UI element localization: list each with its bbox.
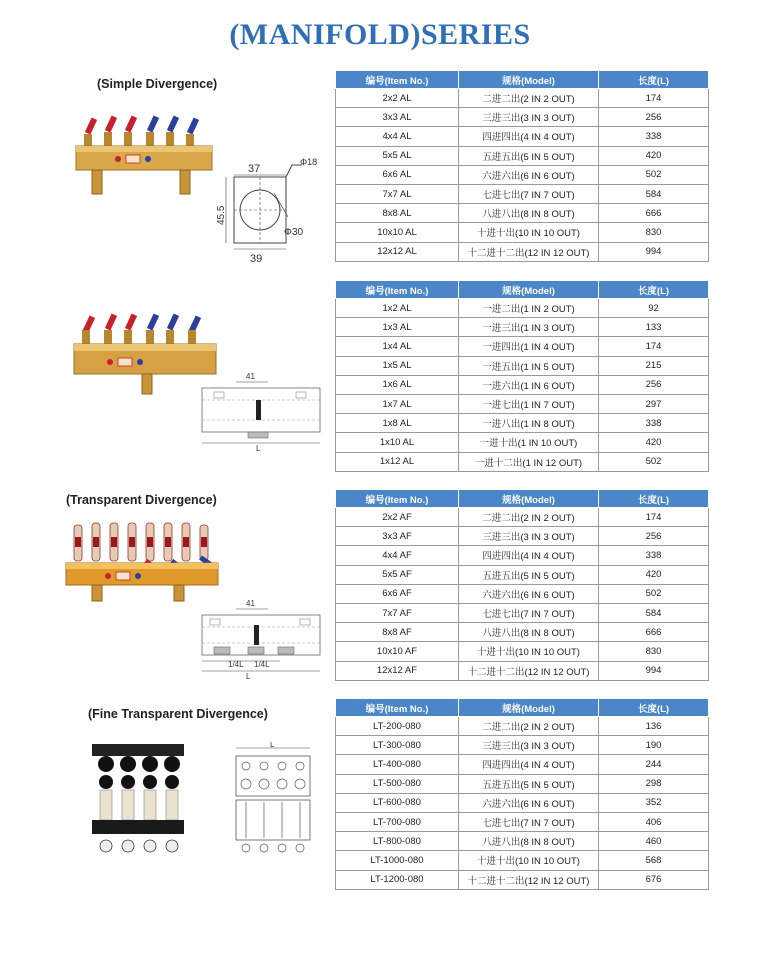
page-title: (MANIFOLD)SERIES bbox=[229, 18, 531, 51]
cell-model: 一进八出(1 IN 8 OUT) bbox=[459, 414, 599, 433]
cell-item-no: LT-1200-080 bbox=[336, 870, 459, 889]
header-model: 规格(Model) bbox=[459, 490, 599, 508]
cell-item-no: 7x7 AL bbox=[336, 184, 459, 203]
header-item-no: 编号(Item No.) bbox=[336, 699, 459, 717]
dim-41: 41 bbox=[246, 372, 255, 381]
cell-length: 460 bbox=[599, 832, 709, 851]
cell-item-no: 7x7 AF bbox=[336, 603, 459, 622]
product-photo-transparent-manifold bbox=[64, 515, 224, 607]
cell-length: 420 bbox=[599, 433, 709, 452]
cell-length: 502 bbox=[599, 452, 709, 471]
table-row bbox=[336, 603, 709, 622]
table-row bbox=[336, 375, 709, 394]
dim-quarter-1: 1/4L bbox=[228, 660, 244, 669]
cell-model: 一进六出(1 IN 6 OUT) bbox=[459, 375, 599, 394]
cell-item-no: 1x2 AL bbox=[336, 299, 459, 318]
cell-model: 六进六出(6 IN 6 OUT) bbox=[459, 793, 599, 812]
cell-item-no: 1x7 AL bbox=[336, 394, 459, 413]
cell-model: 五进五出(5 IN 5 OUT) bbox=[459, 146, 599, 165]
cell-model: 十进十出(10 IN 10 OUT) bbox=[459, 223, 599, 242]
table-row bbox=[336, 832, 709, 851]
cell-model: 二进二出(2 IN 2 OUT) bbox=[459, 717, 599, 736]
header-model: 规格(Model) bbox=[459, 71, 599, 89]
cell-model: 一进三出(1 IN 3 OUT) bbox=[459, 318, 599, 337]
cell-length: 352 bbox=[599, 793, 709, 812]
cell-item-no: LT-400-080 bbox=[336, 755, 459, 774]
dim-length: L bbox=[256, 444, 261, 452]
cell-length: 297 bbox=[599, 394, 709, 413]
cell-length: 190 bbox=[599, 736, 709, 755]
cell-model: 七进七出(7 IN 7 OUT) bbox=[459, 812, 599, 831]
cell-model: 七进七出(7 IN 7 OUT) bbox=[459, 184, 599, 203]
cell-item-no: 8x8 AF bbox=[336, 623, 459, 642]
cell-model: 六进六出(6 IN 6 OUT) bbox=[459, 165, 599, 184]
cell-model: 十二进十二出(12 IN 12 OUT) bbox=[459, 870, 599, 889]
cell-length: 666 bbox=[599, 623, 709, 642]
cell-length: 994 bbox=[599, 242, 709, 261]
cell-length: 256 bbox=[599, 375, 709, 394]
cell-length: 568 bbox=[599, 851, 709, 870]
table-row bbox=[336, 870, 709, 889]
table-row bbox=[336, 337, 709, 356]
cell-item-no: 1x8 AL bbox=[336, 414, 459, 433]
cell-item-no: LT-500-080 bbox=[336, 774, 459, 793]
dim-length: L bbox=[246, 672, 251, 679]
cell-item-no: 4x4 AF bbox=[336, 546, 459, 565]
cell-length: 584 bbox=[599, 603, 709, 622]
dimension-drawing-transparent bbox=[196, 597, 326, 679]
table-row bbox=[336, 165, 709, 184]
spec-table-simple bbox=[335, 70, 709, 262]
dim-width-bottom: 39 bbox=[250, 253, 263, 265]
table-row bbox=[336, 127, 709, 146]
cell-item-no: 1x4 AL bbox=[336, 337, 459, 356]
cell-length: 406 bbox=[599, 812, 709, 831]
section-label-transparent: (Transparent Divergence) bbox=[66, 493, 217, 507]
cell-length: 994 bbox=[599, 661, 709, 680]
cell-item-no: 1x10 AL bbox=[336, 433, 459, 452]
cell-item-no: 1x5 AL bbox=[336, 356, 459, 375]
cell-item-no: 5x5 AF bbox=[336, 565, 459, 584]
header-item-no: 编号(Item No.) bbox=[336, 281, 459, 299]
dimension-drawing-fine bbox=[228, 742, 318, 860]
dim-length: L bbox=[270, 742, 275, 749]
cell-length: 666 bbox=[599, 204, 709, 223]
table-row bbox=[336, 414, 709, 433]
table-row bbox=[336, 546, 709, 565]
table-row bbox=[336, 299, 709, 318]
cell-model: 二进二出(2 IN 2 OUT) bbox=[459, 89, 599, 108]
cell-model: 一进四出(1 IN 4 OUT) bbox=[459, 337, 599, 356]
cell-item-no: LT-700-080 bbox=[336, 812, 459, 831]
cell-model: 二进二出(2 IN 2 OUT) bbox=[459, 508, 599, 527]
dimension-drawing-one-in bbox=[196, 370, 326, 452]
cell-item-no: 10x10 AF bbox=[336, 642, 459, 661]
header-item-no: 编号(Item No.) bbox=[336, 71, 459, 89]
cell-length: 133 bbox=[599, 318, 709, 337]
cell-model: 十二进十二出(12 IN 12 OUT) bbox=[459, 242, 599, 261]
cell-length: 174 bbox=[599, 89, 709, 108]
cell-model: 十进十出(10 IN 10 OUT) bbox=[459, 851, 599, 870]
product-photo-fine-manifold bbox=[86, 740, 190, 860]
dimension-drawing-simple bbox=[212, 155, 322, 267]
cell-length: 298 bbox=[599, 774, 709, 793]
dim-diam: Φ30 bbox=[284, 227, 304, 238]
header-length: 长度(L) bbox=[599, 281, 709, 299]
cell-length: 420 bbox=[599, 565, 709, 584]
cell-item-no: 12x12 AF bbox=[336, 661, 459, 680]
header-item-no: 编号(Item No.) bbox=[336, 490, 459, 508]
table-row bbox=[336, 433, 709, 452]
cell-item-no: 6x6 AL bbox=[336, 165, 459, 184]
dim-diam-small: Φ18 bbox=[300, 157, 318, 167]
cell-item-no: 5x5 AL bbox=[336, 146, 459, 165]
cell-model: 六进六出(6 IN 6 OUT) bbox=[459, 584, 599, 603]
cell-model: 一进十出(1 IN 10 OUT) bbox=[459, 433, 599, 452]
cell-length: 338 bbox=[599, 546, 709, 565]
dim-width-top: 37 bbox=[248, 163, 261, 175]
cell-length: 338 bbox=[599, 127, 709, 146]
cell-model: 十二进十二出(12 IN 12 OUT) bbox=[459, 661, 599, 680]
table-row bbox=[336, 184, 709, 203]
cell-model: 三进三出(3 IN 3 OUT) bbox=[459, 736, 599, 755]
table-header-row bbox=[336, 699, 709, 717]
cell-length: 136 bbox=[599, 717, 709, 736]
cell-item-no: 6x6 AF bbox=[336, 584, 459, 603]
header-length: 长度(L) bbox=[599, 71, 709, 89]
table-row bbox=[336, 318, 709, 337]
cell-model: 七进七出(7 IN 7 OUT) bbox=[459, 603, 599, 622]
spec-table-fine bbox=[335, 698, 709, 890]
cell-length: 584 bbox=[599, 184, 709, 203]
valve-handles bbox=[85, 115, 199, 134]
table-row bbox=[336, 774, 709, 793]
cell-model: 八进八出(8 IN 8 OUT) bbox=[459, 204, 599, 223]
table-row bbox=[336, 356, 709, 375]
table-header-row bbox=[336, 71, 709, 89]
cell-model: 三进三出(3 IN 3 OUT) bbox=[459, 527, 599, 546]
cell-model: 八进八出(8 IN 8 OUT) bbox=[459, 832, 599, 851]
cell-item-no: 1x12 AL bbox=[336, 452, 459, 471]
cell-length: 420 bbox=[599, 146, 709, 165]
cell-length: 256 bbox=[599, 108, 709, 127]
cell-length: 502 bbox=[599, 165, 709, 184]
cell-item-no: LT-600-080 bbox=[336, 793, 459, 812]
cell-length: 830 bbox=[599, 642, 709, 661]
cell-length: 244 bbox=[599, 755, 709, 774]
cell-length: 502 bbox=[599, 584, 709, 603]
table-row bbox=[336, 755, 709, 774]
table-row bbox=[336, 623, 709, 642]
cell-item-no: 8x8 AL bbox=[336, 204, 459, 223]
cell-item-no: 1x3 AL bbox=[336, 318, 459, 337]
table-row bbox=[336, 565, 709, 584]
cell-item-no: 10x10 AL bbox=[336, 223, 459, 242]
cell-item-no: 12x12 AL bbox=[336, 242, 459, 261]
cell-length: 676 bbox=[599, 870, 709, 889]
table-header-row bbox=[336, 490, 709, 508]
header-length: 长度(L) bbox=[599, 490, 709, 508]
cell-length: 338 bbox=[599, 414, 709, 433]
table-row bbox=[336, 661, 709, 680]
cell-model: 四进四出(4 IN 4 OUT) bbox=[459, 127, 599, 146]
cell-model: 四进四出(4 IN 4 OUT) bbox=[459, 546, 599, 565]
table-row bbox=[336, 642, 709, 661]
table-row bbox=[336, 452, 709, 471]
dim-quarter-2: 1/4L bbox=[254, 660, 270, 669]
cell-item-no: 3x3 AF bbox=[336, 527, 459, 546]
table-row bbox=[336, 146, 709, 165]
cell-item-no: LT-300-080 bbox=[336, 736, 459, 755]
cell-item-no: 2x2 AL bbox=[336, 89, 459, 108]
flowmeter-tubes bbox=[74, 523, 208, 561]
table-row bbox=[336, 89, 709, 108]
cell-model: 十进十出(10 IN 10 OUT) bbox=[459, 642, 599, 661]
cell-model: 一进五出(1 IN 5 OUT) bbox=[459, 356, 599, 375]
cell-model: 五进五出(5 IN 5 OUT) bbox=[459, 565, 599, 584]
section-label-simple: (Simple Divergence) bbox=[97, 77, 218, 91]
table-row bbox=[336, 736, 709, 755]
cell-item-no: 2x2 AF bbox=[336, 508, 459, 527]
cell-length: 174 bbox=[599, 508, 709, 527]
cell-model: 一进七出(1 IN 7 OUT) bbox=[459, 394, 599, 413]
cell-item-no: LT-800-080 bbox=[336, 832, 459, 851]
table-header-row bbox=[336, 281, 709, 299]
table-row bbox=[336, 394, 709, 413]
cell-model: 一进二出(1 IN 2 OUT) bbox=[459, 299, 599, 318]
dim-41: 41 bbox=[246, 599, 255, 608]
spec-table-transparent bbox=[335, 489, 709, 681]
cell-item-no: LT-1000-080 bbox=[336, 851, 459, 870]
cell-model: 五进五出(5 IN 5 OUT) bbox=[459, 774, 599, 793]
table-row bbox=[336, 223, 709, 242]
table-row bbox=[336, 812, 709, 831]
table-row bbox=[336, 793, 709, 812]
header-model: 规格(Model) bbox=[459, 281, 599, 299]
spec-table-one-in bbox=[335, 280, 709, 472]
cell-item-no: LT-200-080 bbox=[336, 717, 459, 736]
table-row bbox=[336, 108, 709, 127]
cell-length: 92 bbox=[599, 299, 709, 318]
cell-item-no: 4x4 AL bbox=[336, 127, 459, 146]
dim-height: 45.5 bbox=[216, 205, 227, 225]
cell-length: 256 bbox=[599, 527, 709, 546]
cell-model: 八进八出(8 IN 8 OUT) bbox=[459, 623, 599, 642]
table-row bbox=[336, 508, 709, 527]
cell-model: 一进十二出(1 IN 12 OUT) bbox=[459, 452, 599, 471]
table-row bbox=[336, 204, 709, 223]
cell-model: 四进四出(4 IN 4 OUT) bbox=[459, 755, 599, 774]
table-row bbox=[336, 527, 709, 546]
header-length: 长度(L) bbox=[599, 699, 709, 717]
cell-model: 三进三出(3 IN 3 OUT) bbox=[459, 108, 599, 127]
table-row bbox=[336, 584, 709, 603]
cell-length: 830 bbox=[599, 223, 709, 242]
section-label-fine: (Fine Transparent Divergence) bbox=[88, 707, 268, 721]
cell-length: 215 bbox=[599, 356, 709, 375]
header-model: 规格(Model) bbox=[459, 699, 599, 717]
table-row bbox=[336, 242, 709, 261]
cell-item-no: 1x6 AL bbox=[336, 375, 459, 394]
cell-item-no: 3x3 AL bbox=[336, 108, 459, 127]
table-row bbox=[336, 851, 709, 870]
cell-length: 174 bbox=[599, 337, 709, 356]
table-row bbox=[336, 717, 709, 736]
product-photo-simple-manifold bbox=[70, 110, 220, 202]
